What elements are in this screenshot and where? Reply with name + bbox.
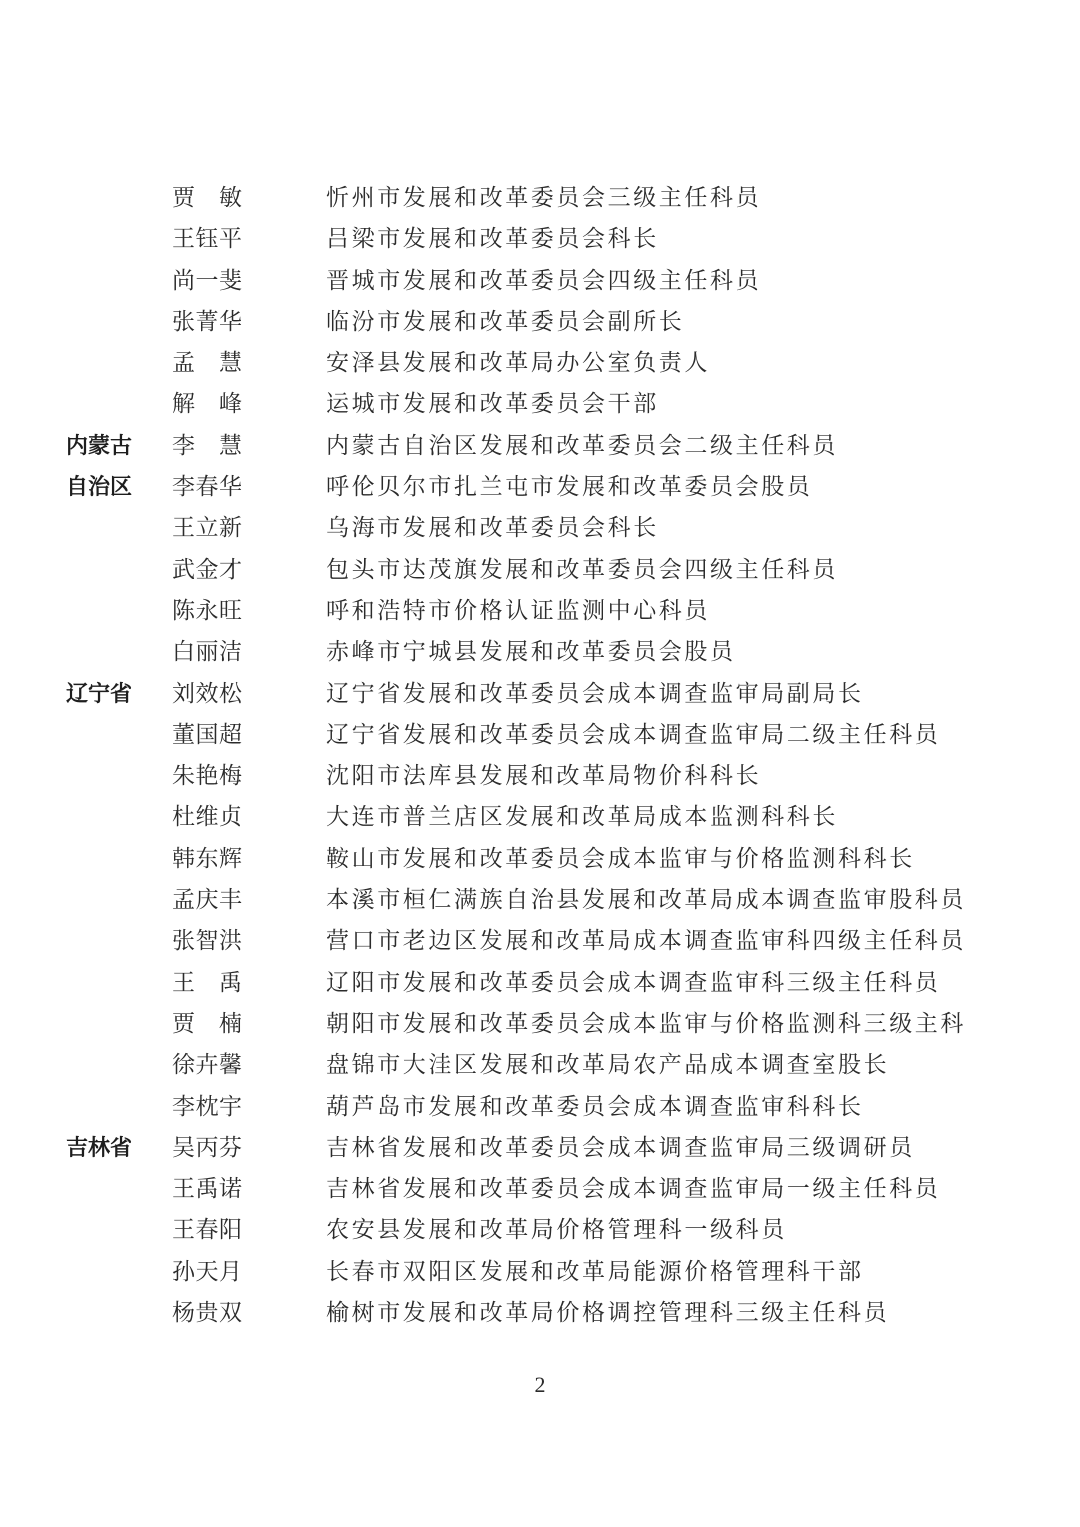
list-row	[0, 426, 1080, 467]
person-name: 贾 敏	[172, 185, 243, 211]
job-position: 晋城市发展和改革委员会四级主任科员	[326, 267, 762, 294]
job-position: 吕梁市发展和改革委员会科长	[326, 226, 659, 253]
list-row	[0, 1087, 1080, 1128]
person-name: 王春阳	[172, 1217, 243, 1244]
job-position: 运城市发展和改革委员会干部	[326, 391, 659, 418]
person-name: 李 慧	[172, 432, 243, 459]
person-name: 朱艳梅	[172, 763, 243, 790]
job-position: 鞍山市发展和改革委员会成本监审与价格监测科科长	[326, 845, 915, 872]
list-row	[0, 880, 1080, 921]
person-name: 徐卉馨	[172, 1052, 243, 1079]
job-position: 吉林省发展和改革委员会成本调查监审局三级调研员	[326, 1134, 915, 1161]
list-row	[0, 1293, 1080, 1334]
list-row	[0, 1169, 1080, 1210]
list-row	[0, 508, 1080, 549]
person-name: 尚一斐	[172, 267, 243, 294]
region-label: 内蒙古	[66, 433, 133, 459]
person-name: 董国超	[172, 721, 243, 748]
person-name: 孟庆丰	[172, 887, 243, 914]
job-position: 盘锦市大洼区发展和改革局农产品成本调查室股长	[326, 1052, 890, 1079]
job-position: 辽宁省发展和改革委员会成本调查监审局副局长	[326, 680, 864, 707]
job-position: 吉林省发展和改革委员会成本调查监审局一级主任科员	[326, 1176, 941, 1203]
person-name: 孟 慧	[172, 350, 243, 377]
list-row	[0, 261, 1080, 302]
person-name: 杜维贞	[172, 804, 243, 831]
job-position: 辽阳市发展和改革委员会成本调查监审科三级主任科员	[326, 969, 941, 996]
list-row	[0, 1252, 1080, 1293]
job-position: 赤峰市宁城县发展和改革委员会股员	[326, 639, 736, 666]
job-position: 忻州市发展和改革委员会三级主任科员	[326, 185, 762, 211]
job-position: 临汾市发展和改革委员会副所长	[326, 308, 685, 335]
job-position: 包头市达茂旗发展和改革委员会四级主任科员	[326, 556, 838, 583]
list-row	[0, 550, 1080, 591]
region-label: 辽宁省	[66, 681, 133, 707]
person-name: 杨贵双	[172, 1300, 243, 1327]
person-name: 王钰平	[172, 226, 243, 253]
list-row	[0, 1128, 1080, 1169]
job-position: 内蒙古自治区发展和改革委员会二级主任科员	[326, 432, 838, 459]
list-row	[0, 1210, 1080, 1251]
region-label: 吉林省	[66, 1135, 133, 1161]
person-name: 白丽洁	[172, 639, 243, 666]
person-name: 韩东辉	[172, 845, 243, 872]
person-name: 王 禹	[172, 969, 243, 996]
person-name: 解 峰	[172, 391, 243, 418]
region-label: 自治区	[66, 475, 133, 501]
job-position: 辽宁省发展和改革委员会成本调查监审局二级主任科员	[326, 721, 941, 748]
list-row	[0, 921, 1080, 962]
page-number: 2	[534, 1372, 546, 1397]
person-name: 张智洪	[172, 928, 243, 955]
list-row	[0, 219, 1080, 260]
job-position: 呼和浩特市价格认证监测中心科员	[326, 597, 710, 624]
job-position: 大连市普兰店区发展和改革局成本监测科科长	[326, 804, 838, 831]
list-row	[0, 178, 1080, 219]
job-position: 长春市双阳区发展和改革局能源价格管理科干部	[326, 1258, 864, 1285]
list-row	[0, 467, 1080, 508]
list-row	[0, 839, 1080, 880]
list-row	[0, 302, 1080, 343]
person-name: 陈永旺	[172, 597, 243, 624]
job-position: 安泽县发展和改革局办公室负责人	[326, 350, 710, 377]
job-position: 乌海市发展和改革委员会科长	[326, 515, 659, 542]
list-row	[0, 797, 1080, 838]
person-name: 刘效松	[172, 680, 243, 707]
person-name: 李枕宇	[172, 1093, 243, 1120]
job-position: 营口市老边区发展和改革局成本调查监审科四级主任科员	[326, 928, 966, 955]
job-position: 本溪市桓仁满族自治县发展和改革局成本调查监审股科员	[326, 887, 966, 914]
person-name: 贾 楠	[172, 1010, 243, 1037]
person-name: 孙天月	[172, 1258, 243, 1285]
list-row	[0, 674, 1080, 715]
person-name: 张菁华	[172, 308, 243, 335]
list-row	[0, 756, 1080, 797]
list-row	[0, 1045, 1080, 1086]
person-name: 武金才	[172, 556, 243, 583]
person-name: 王立新	[172, 515, 243, 542]
person-name: 王禹诺	[172, 1176, 243, 1203]
person-name: 吴丙芬	[172, 1134, 243, 1161]
job-position: 葫芦岛市发展和改革委员会成本调查监审科科长	[326, 1093, 864, 1120]
list-row	[0, 963, 1080, 1004]
list-row	[0, 384, 1080, 425]
list-row	[0, 343, 1080, 384]
list-row	[0, 1004, 1080, 1045]
job-position: 沈阳市法库县发展和改革局物价科科长	[326, 763, 762, 790]
job-position: 呼伦贝尔市扎兰屯市发展和改革委员会股员	[326, 474, 813, 501]
list-row	[0, 591, 1080, 632]
personnel-list	[0, 178, 1080, 1334]
list-row	[0, 715, 1080, 756]
person-name: 李春华	[172, 474, 243, 501]
job-position: 农安县发展和改革局价格管理科一级科员	[326, 1217, 787, 1244]
job-position: 朝阳市发展和改革委员会成本监审与价格监测科三级主科	[326, 1010, 966, 1037]
list-row	[0, 632, 1080, 673]
job-position: 榆树市发展和改革局价格调控管理科三级主任科员	[326, 1300, 890, 1327]
